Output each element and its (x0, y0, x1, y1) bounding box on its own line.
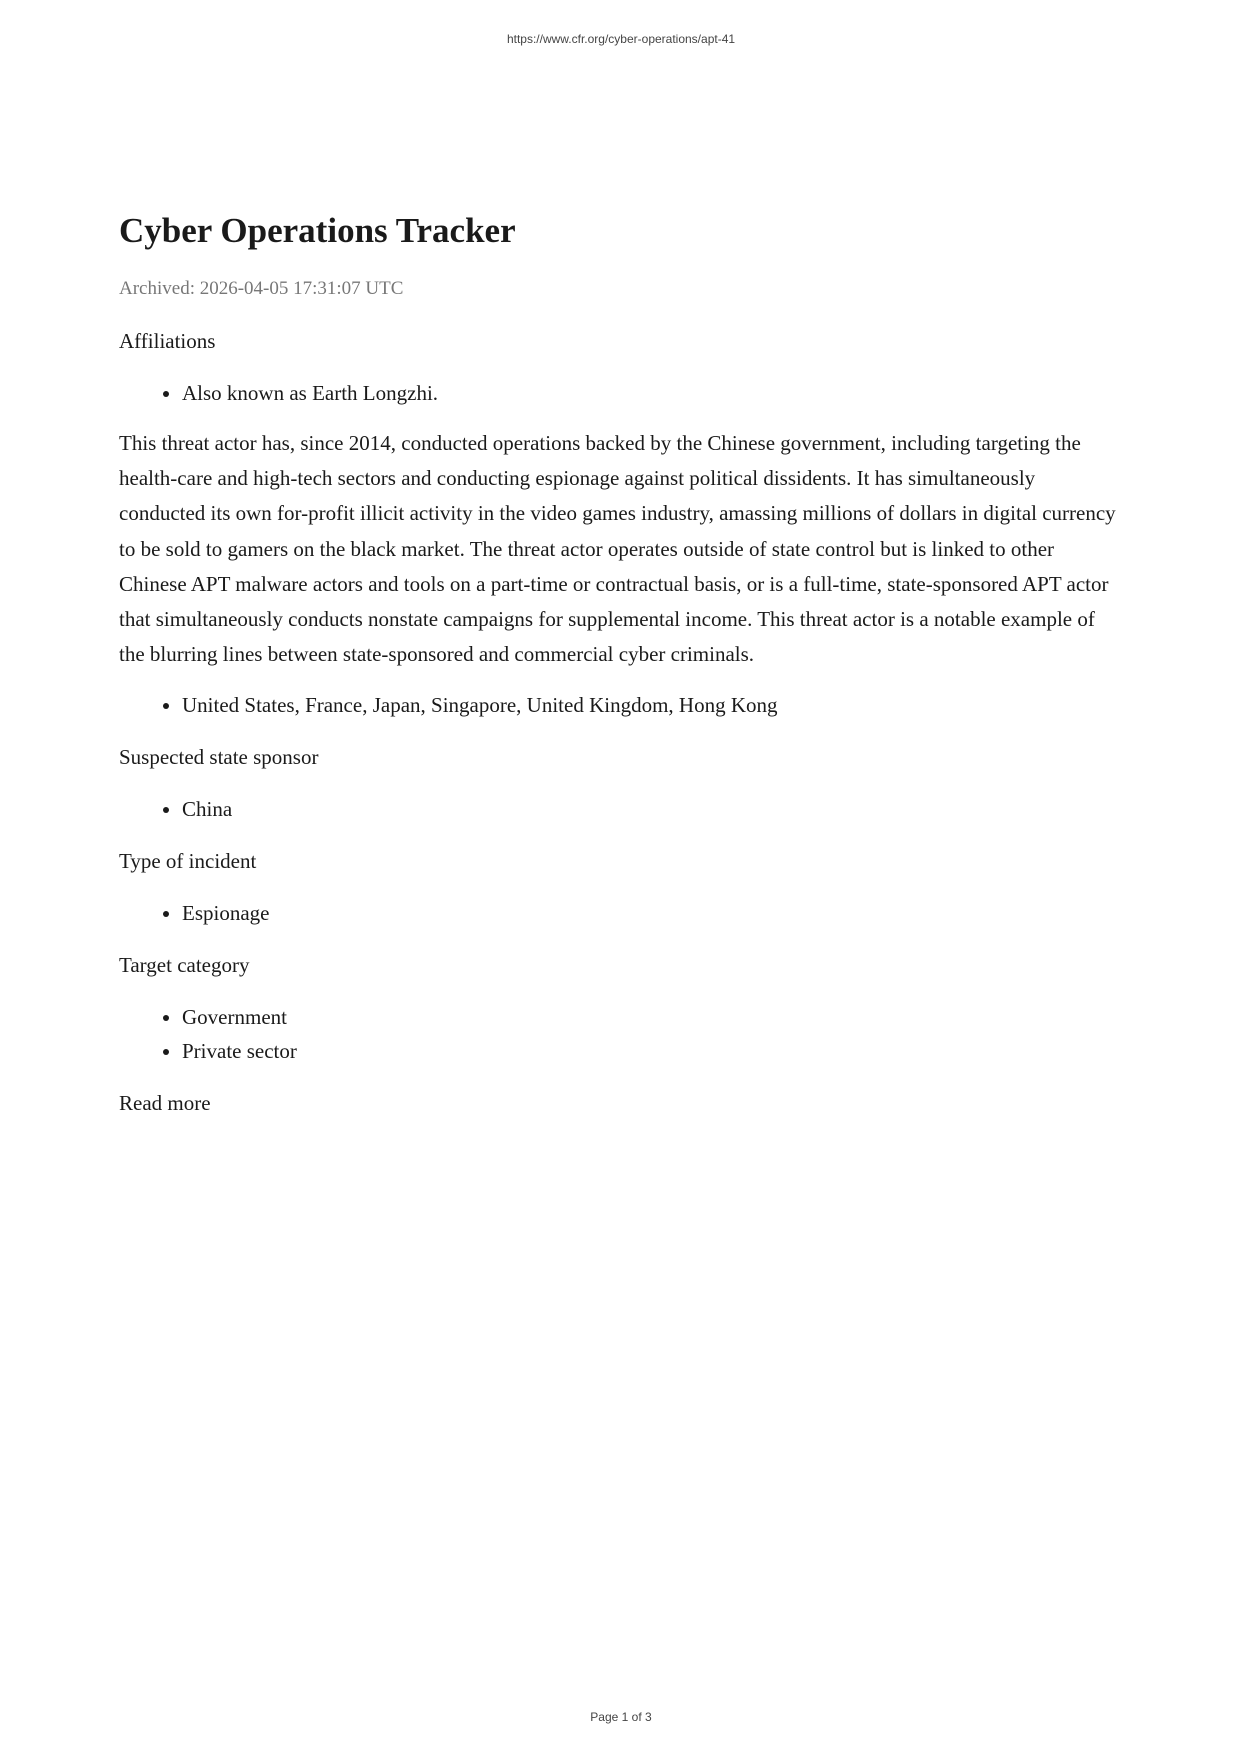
list-item: • United States, France, Japan, Singapore, United Kingdom, Hong Kong (182, 688, 1124, 722)
list-item: • Also known as Earth Longzhi. (182, 376, 1124, 410)
page-url: https://www.cfr.org/cyber-operations/apt-41 (506, 32, 736, 46)
target-category-list (119, 1000, 1124, 1068)
target-category-label: Target category (119, 953, 250, 978)
document-content (119, 208, 1124, 1118)
list-item: • Government (182, 1000, 1124, 1034)
archived-timestamp: Archived: 2026-04-05 17:31:07 UTC (119, 278, 404, 299)
list-item: • Espionage (182, 896, 1124, 930)
incident-type-label: Type of incident (119, 849, 257, 874)
incident-type-list (119, 896, 1124, 930)
page-number: Page 1 of 3 (590, 1710, 652, 1724)
affiliations-list (119, 376, 1124, 410)
victims-list (119, 688, 1124, 722)
description-paragraph: This threat actor has, since 2014, conducted operations backed by the Chinese government, including targeting the health-care and high-tech sectors and conducting espionage against political dissidents. It has simultaneously conducted its own for-profit illicit activity in the video games industry, amassing millions of dollars in digital currency to be sold to gamers on the black market. The threat actor operates outside of state control but is linked to other Chinese APT malware actors and tools on a part-time or contractual basis, or is a full-time, state-sponsored APT actor that simultaneously conducts nonstate campaigns for supplemental income. This threat actor is a notable example of the blurring lines between state-sponsored and commercial cyber criminals. (119, 431, 1116, 667)
read-more-link[interactable]: Read more (119, 1091, 211, 1116)
affiliations-label: Affiliations (119, 329, 216, 353)
list-item: • China (182, 792, 1124, 826)
page-title: Cyber Operations Tracker (119, 211, 516, 250)
list-item: • Private sector (182, 1034, 1124, 1068)
sponsor-label: Suspected state sponsor (119, 745, 319, 770)
sponsor-list (119, 792, 1124, 826)
